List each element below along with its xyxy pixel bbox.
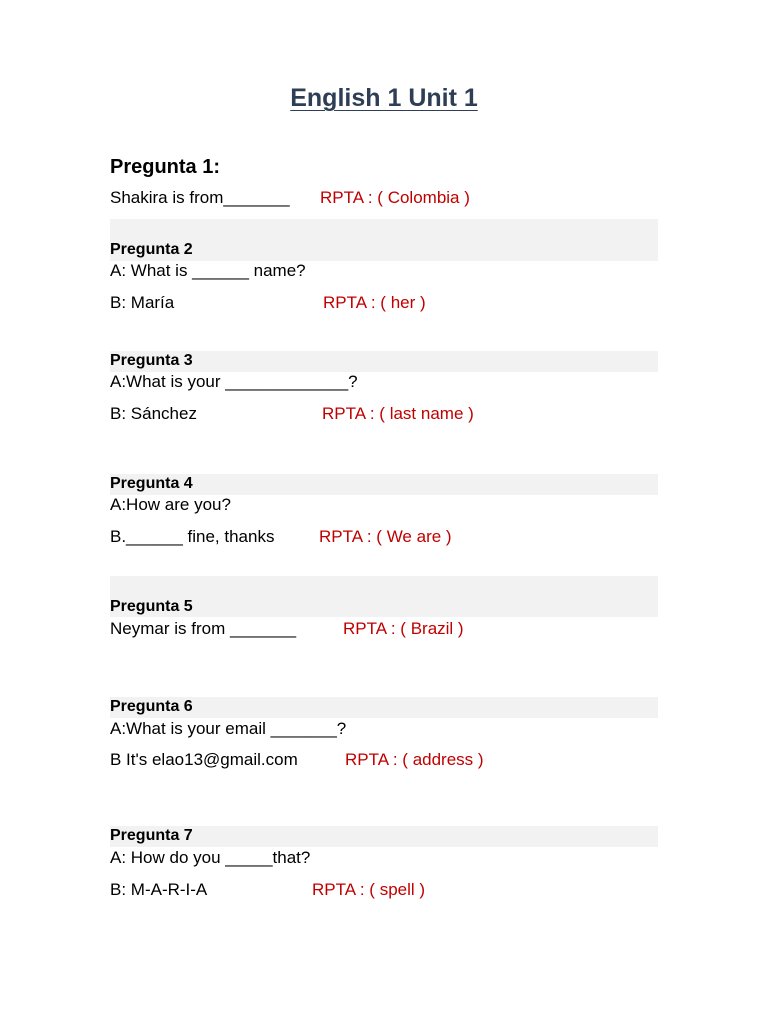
question-3-line-2: B: Sánchez [110, 404, 197, 423]
question-7-answer: RPTA : ( spell ) [312, 880, 426, 899]
question-5-heading: Pregunta 5 [110, 598, 193, 615]
question-7-heading: Pregunta 7 [110, 827, 193, 844]
question-3-heading: Pregunta 3 [110, 352, 193, 369]
question-5-answer: RPTA : ( Brazil ) [343, 619, 464, 638]
question-2-heading: Pregunta 2 [110, 241, 193, 258]
question-6-answer: RPTA : ( address ) [345, 750, 484, 769]
question-4-line-2: B.______ fine, thanks [110, 527, 275, 546]
question-2-answer: RPTA : ( her ) [323, 293, 426, 312]
question-5-line-1: Neymar is from _______ [110, 619, 297, 638]
page-title: English 1 Unit 1 [290, 84, 478, 112]
question-4-line-1: A:How are you? [110, 495, 231, 514]
question-2-line-1: A: What is ______ name? [110, 261, 306, 280]
question-4-heading: Pregunta 4 [110, 475, 193, 492]
question-6-heading: Pregunta 6 [110, 698, 193, 715]
question-4-answer: RPTA : ( We are ) [319, 527, 452, 546]
question-7-line-2: B: M-A-R-I-A [110, 880, 208, 899]
question-3-answer: RPTA : ( last name ) [322, 404, 474, 423]
question-2-line-2: B: María [110, 293, 175, 312]
question-1-heading: Pregunta 1: [110, 156, 221, 178]
question-6-line-2: B It's elao13@gmail.com [110, 750, 298, 769]
question-1-answer: RPTA : ( Colombia ) [320, 188, 470, 207]
question-1-line-1: Shakira is from_______ [110, 188, 290, 207]
question-6-line-1: A:What is your email _______? [110, 719, 347, 738]
question-7-line-1: A: How do you _____that? [110, 848, 311, 867]
question-3-line-1: A:What is your _____________? [110, 372, 358, 391]
